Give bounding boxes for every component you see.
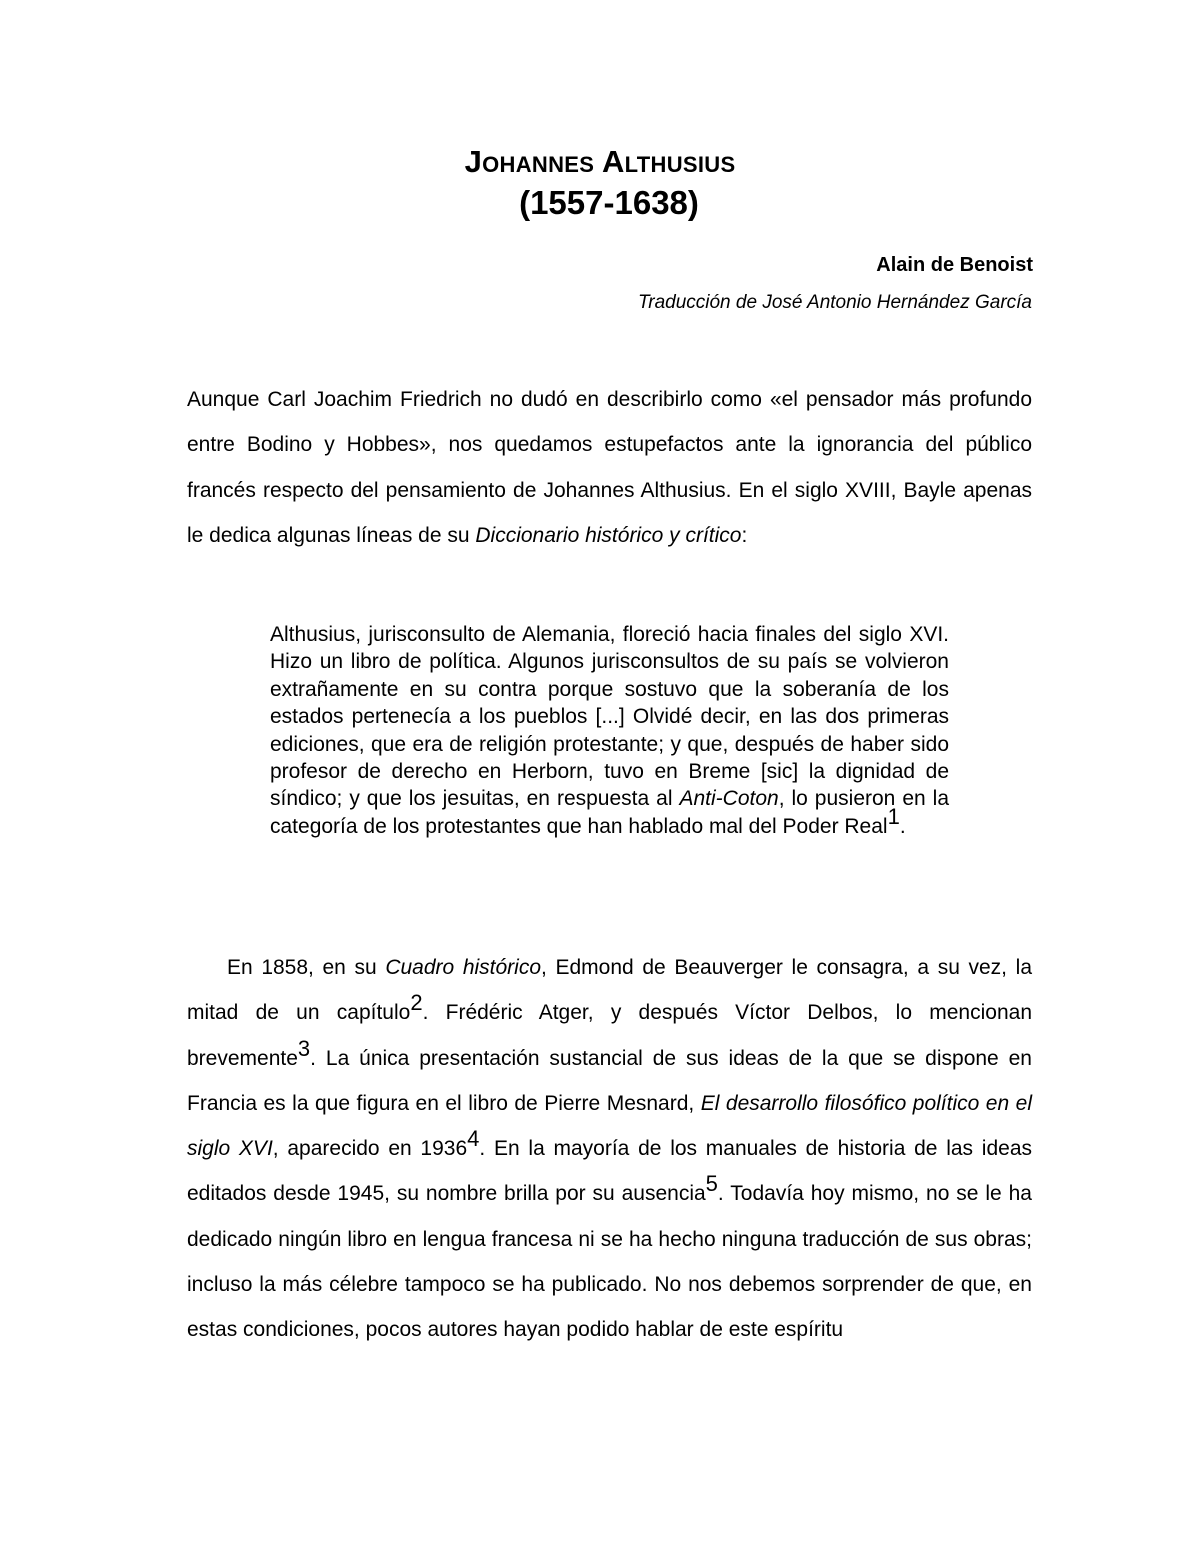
author-name: Alain de Benoist — [876, 254, 1033, 276]
translator-credit: Traducción de José Antonio Hernández García — [638, 292, 1032, 313]
paragraph-text: . La única presentación sustancial de sus ideas de la que se dispone en Francia es la que figura en el libro de Pierre Mesnard, — [187, 1046, 1032, 1115]
footnote-ref-3[interactable]: 3 — [297, 1035, 311, 1061]
footnote-ref-4[interactable]: 4 — [467, 1126, 480, 1152]
footnote-ref-2[interactable]: 2 — [410, 990, 423, 1016]
block-quote — [270, 621, 949, 840]
paragraph-intro — [187, 377, 1032, 558]
document-title: Johannes Althusius — [464, 144, 736, 179]
paragraph-text: Aunque Carl Joachim Friedrich no dudó en describirlo como «el pensador más profundo entre Bodino y Hobbes», nos quedamos estupefactos ante la ignorancia del público francés respecto del pensamiento de Johannes Althusius. En el siglo XVIII, Bayle apenas le dedica algunas líneas de su — [187, 388, 1032, 547]
book-title-italic: Anti-Coton — [679, 787, 779, 811]
footnote-ref-1[interactable]: 1 — [887, 803, 900, 829]
footnote-ref-5[interactable]: 5 — [705, 1171, 718, 1197]
paragraph-text: , aparecido en 1936 — [272, 1137, 468, 1161]
quote-text: . — [899, 814, 906, 838]
book-title-italic: Diccionario histórico y crítico — [475, 523, 742, 547]
book-title-italic: Cuadro histórico — [385, 956, 542, 979]
quote-text: Althusius, jurisconsulto de Alemania, floreció hacia finales del siglo XVI. Hizo un libro de política. Algunos jurisconsultos de su país se volvieron extrañamente en su contra porque sostuvo que la soberanía de los estados pertenecía a los pueblos [...] Olvidé decir, en las dos primeras ediciones, que era de religión protestante; y que, después de haber sido profesor de derecho en Herborn, tuvo en Breme [sic] la dignidad de síndico; y que los jesuitas, en respuesta al — [270, 623, 949, 811]
paragraph-text: : — [741, 523, 748, 547]
paragraph-text: . Frédéric Atger, y después Víctor Delbos, lo mencionan brevemente — [187, 1001, 1032, 1070]
paragraph-second — [187, 945, 1032, 1353]
paragraph-text: , Edmond de Beauverger le consagra, a su vez, la mitad de un capítulo — [187, 956, 1032, 1025]
quote-text: , lo pusieron en la categoría de los protestantes que han hablado mal del Poder Real — [270, 787, 949, 838]
book-title-italic: El desarrollo filosófico político en el siglo XVI — [187, 1091, 1032, 1161]
paragraph-text: . Todavía hoy mismo, no se le ha dedicado ningún libro en lengua francesa ni se ha hecho ninguna traducción de sus obras; incluso la más célebre tampoco se ha publicado. No nos debemos sorprender de que, en estas condiciones, pocos autores hayan podido hablar de este espíritu — [187, 1182, 1032, 1342]
paragraph-text: En 1858, en su — [227, 956, 386, 979]
paragraph-text: . En la mayoría de los manuales de historia de las ideas editados desde 1945, su nombre brilla por su ausencia — [187, 1137, 1032, 1206]
document-years: (1557-1638) — [519, 184, 699, 221]
